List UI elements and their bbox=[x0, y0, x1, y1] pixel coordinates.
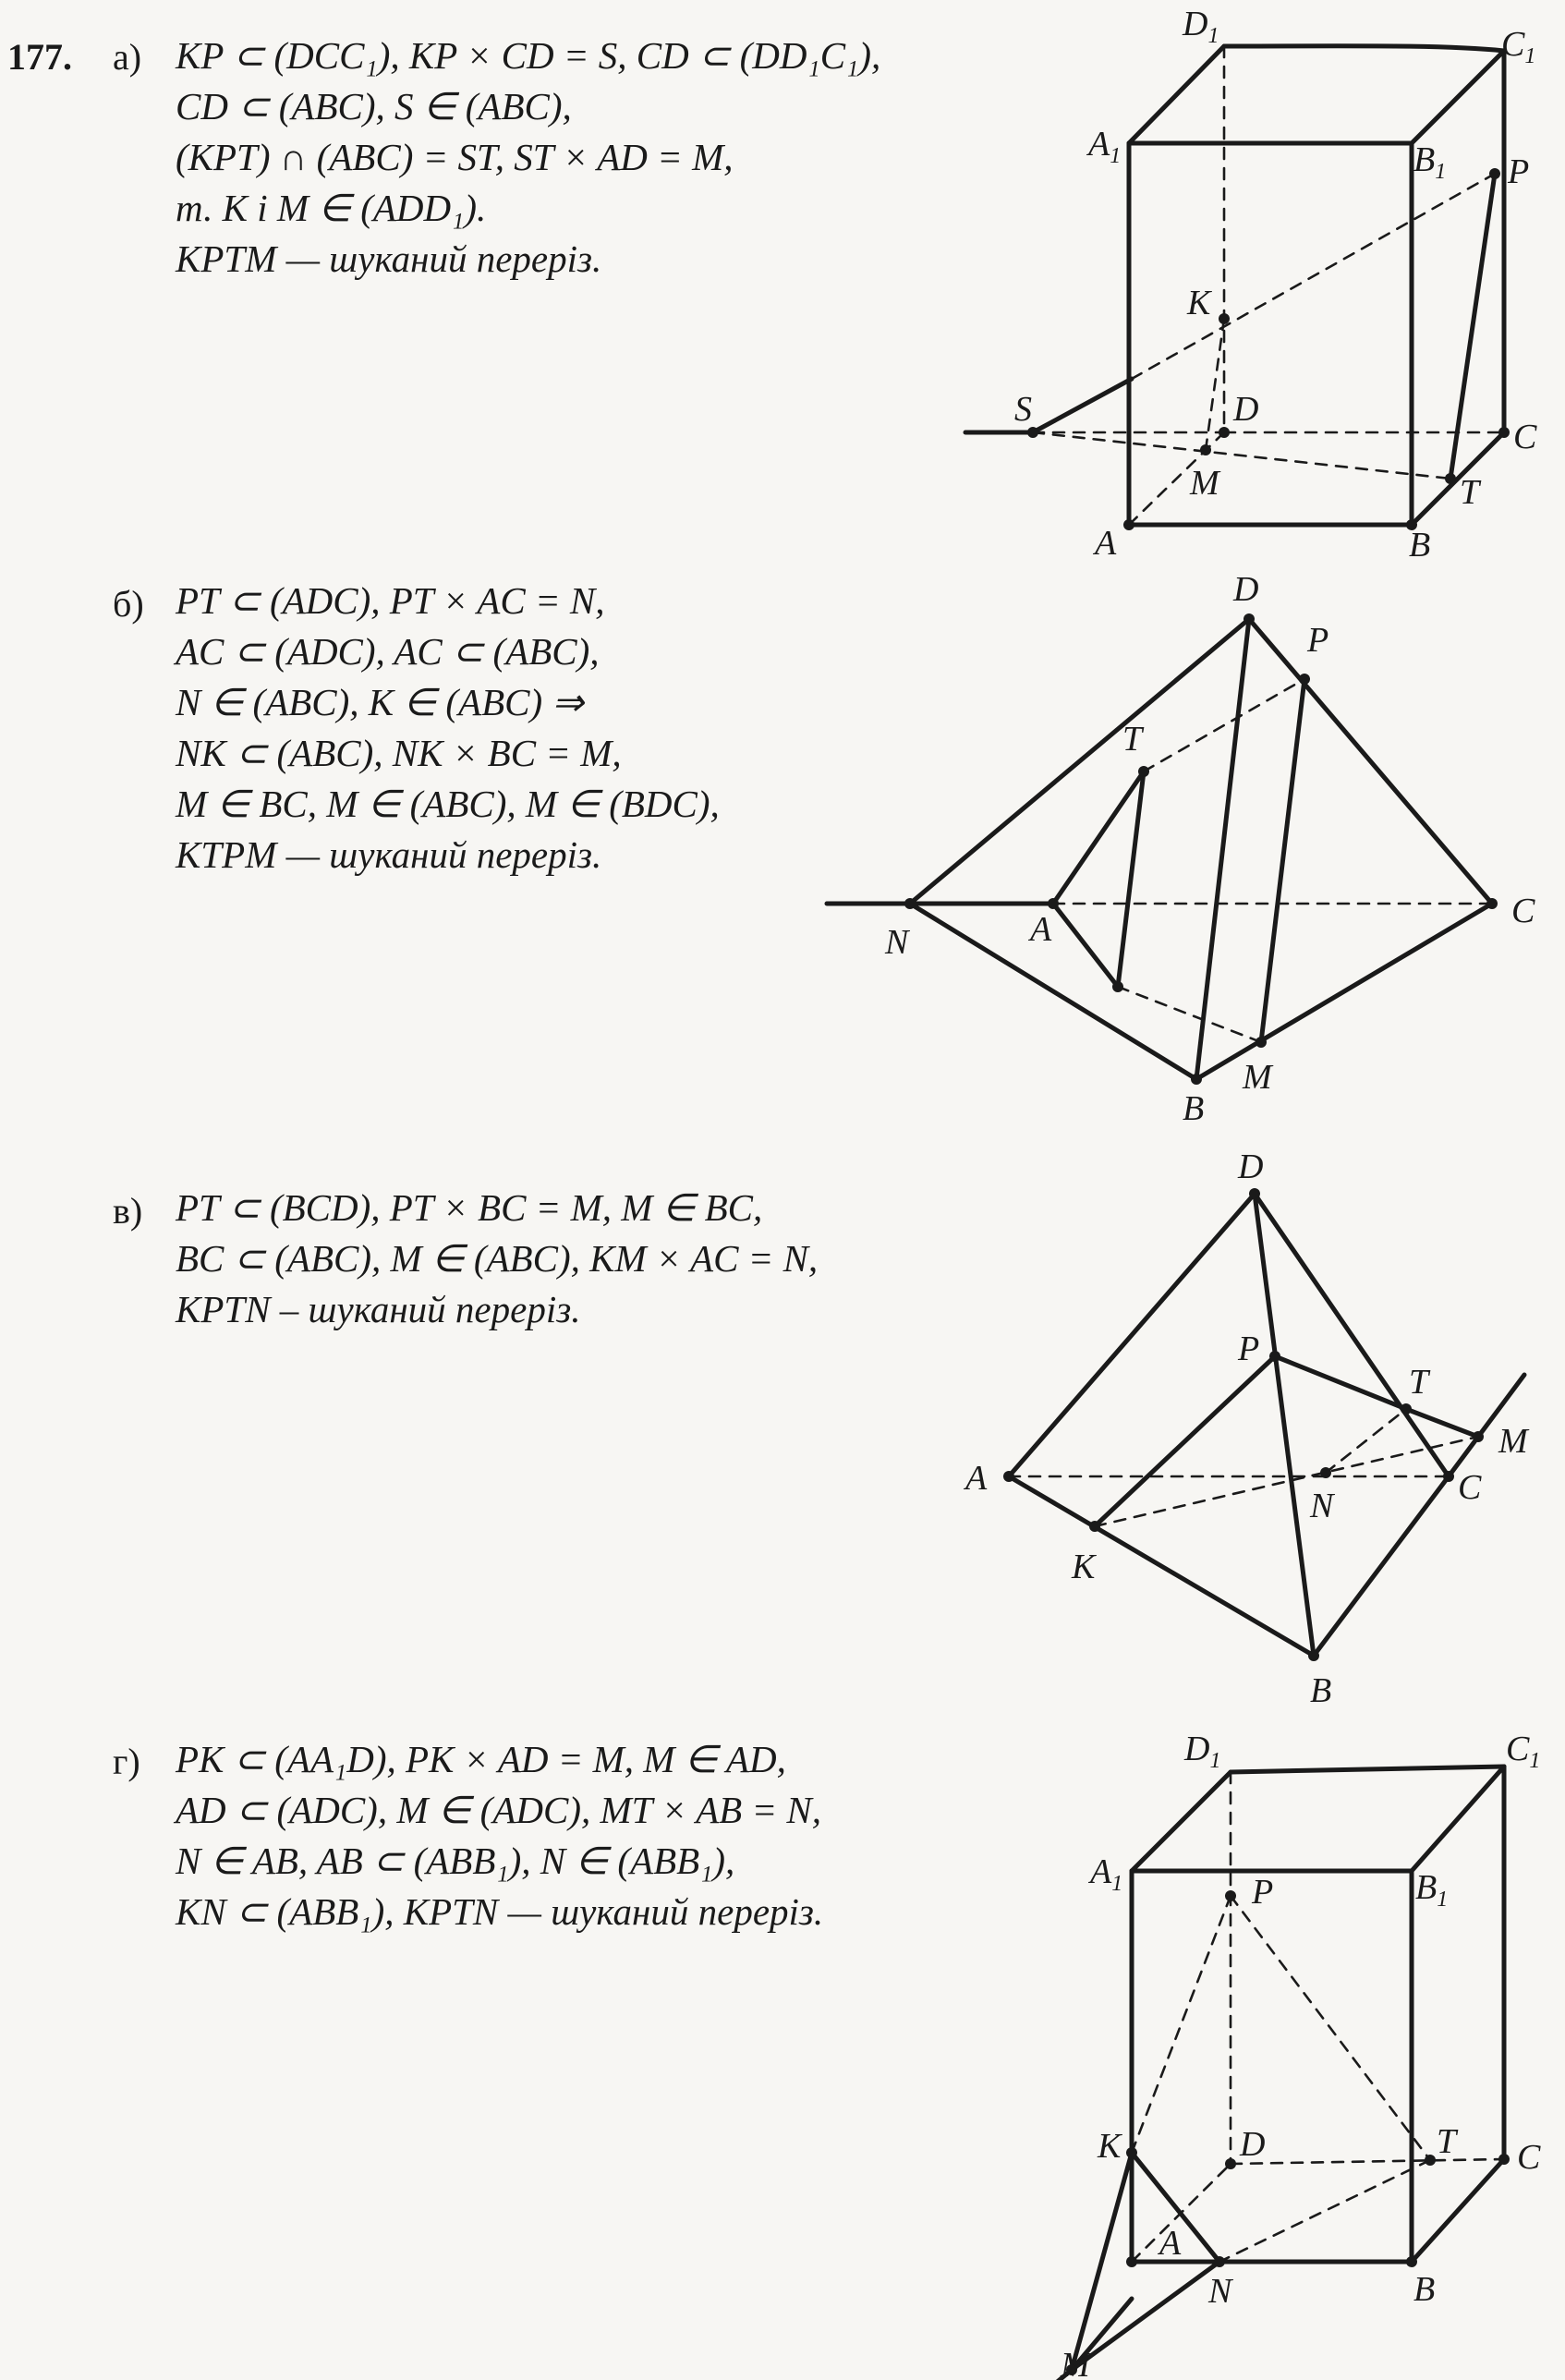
edge-b-c bbox=[1196, 904, 1492, 1079]
label-b: B bbox=[1183, 1089, 1205, 1128]
point-c bbox=[1486, 898, 1498, 909]
part-a-line-3: (KPT) ∩ (ABC) = ST, ST × AD = M, bbox=[176, 136, 734, 178]
figure-b-tetrahedron bbox=[0, 554, 1565, 1146]
edge-a1-d1 bbox=[1129, 46, 1224, 143]
label-n: N bbox=[1208, 2272, 1232, 2311]
label-k: K bbox=[1072, 1548, 1096, 1586]
point-a bbox=[1003, 1471, 1014, 1482]
label-d: D bbox=[1233, 570, 1259, 609]
edge-d-c bbox=[1249, 619, 1492, 904]
edge-d-b bbox=[1196, 619, 1249, 1079]
point-a bbox=[1048, 898, 1059, 909]
point-p bbox=[1299, 674, 1310, 685]
part-v-line-1: PT ⊂ (BCD), PT × BC = M, M ∈ BC, bbox=[176, 1186, 763, 1229]
label-a: A bbox=[1095, 524, 1117, 563]
label-m: M bbox=[1061, 2346, 1090, 2380]
part-a-letter: а) bbox=[113, 36, 142, 78]
label-c1: $C_1$ bbox=[1506, 1730, 1541, 1773]
point-p bbox=[1269, 1351, 1280, 1362]
point-c bbox=[1443, 1471, 1454, 1482]
point-a bbox=[1126, 2256, 1137, 2267]
section-p-m bbox=[1261, 679, 1304, 1042]
point-a bbox=[1123, 519, 1134, 530]
edge-b1-c1 bbox=[1412, 1767, 1504, 1871]
section-p-t bbox=[1231, 1896, 1430, 2160]
point-m bbox=[1200, 444, 1211, 455]
label-a: A bbox=[965, 1459, 988, 1498]
part-g-line-2: AD ⊂ (ADC), M ∈ (ADC), MT × AB = N, bbox=[176, 1789, 821, 1831]
label-s: S bbox=[1014, 390, 1032, 429]
part-v-line-2: BC ⊂ (ABC), M ∈ (ABC), KM × AC = N, bbox=[176, 1237, 819, 1280]
edge-a-b bbox=[1009, 1476, 1314, 1656]
point-k bbox=[1089, 1521, 1100, 1532]
label-m: M bbox=[1498, 1422, 1528, 1461]
point-t bbox=[1445, 473, 1456, 484]
problem-number: 177. bbox=[7, 36, 72, 78]
label-p: P bbox=[1252, 1873, 1274, 1912]
edge-a-k bbox=[1053, 904, 1118, 987]
part-g-line-1: PK ⊂ (AA₁D), PK × AD = M, M ∈ AD, bbox=[176, 1738, 786, 1780]
label-d: D bbox=[1233, 390, 1259, 429]
label-c: C bbox=[1513, 418, 1537, 456]
part-g-line-3: N ∈ AB, AB ⊂ (ABB₁), N ∈ (ABB₁), bbox=[176, 1840, 735, 1882]
point-n bbox=[904, 898, 916, 909]
label-a1: $A_1$ bbox=[1090, 1852, 1123, 1896]
point-d bbox=[1244, 613, 1255, 625]
label-a1: $A_1$ bbox=[1088, 125, 1122, 168]
label-b1: $B_1$ bbox=[1413, 140, 1447, 184]
point-n bbox=[1320, 1467, 1331, 1478]
edge-b-c bbox=[1412, 2159, 1504, 2262]
point-t bbox=[1425, 2155, 1436, 2166]
section-k-p bbox=[1132, 1896, 1231, 2153]
part-b-line-2: AC ⊂ (ADC), AC ⊂ (ABC), bbox=[176, 630, 600, 673]
label-b: B bbox=[1310, 1671, 1332, 1710]
label-c: C bbox=[1511, 892, 1535, 930]
point-d bbox=[1225, 2158, 1236, 2169]
label-n: N bbox=[885, 923, 909, 962]
point-t bbox=[1138, 766, 1149, 777]
label-d: D bbox=[1240, 2125, 1266, 2164]
point-k bbox=[1112, 981, 1123, 992]
part-b-line-5: M ∈ BC, M ∈ (ABC), M ∈ (BDC), bbox=[176, 783, 720, 825]
edge-d1-c1 bbox=[1231, 1767, 1504, 1772]
section-k-m bbox=[1118, 987, 1261, 1042]
label-d: D bbox=[1238, 1148, 1264, 1186]
line-s-p bbox=[1132, 174, 1495, 379]
label-c: C bbox=[1517, 2138, 1541, 2177]
label-a: A bbox=[1159, 2224, 1182, 2263]
point-b bbox=[1191, 1074, 1202, 1085]
label-p: P bbox=[1238, 1330, 1260, 1368]
label-b: B bbox=[1409, 526, 1431, 565]
part-b-line-4: NK ⊂ (ABC), NK × BC = M, bbox=[176, 732, 622, 774]
section-t-p bbox=[1144, 679, 1304, 771]
edge-b-c bbox=[1412, 432, 1504, 525]
point-d bbox=[1249, 1188, 1260, 1199]
point-k bbox=[1126, 2147, 1137, 2158]
line-n-t bbox=[1326, 1409, 1406, 1473]
edge-b-c bbox=[1314, 1476, 1449, 1656]
point-n bbox=[1214, 2256, 1225, 2267]
label-m: M bbox=[1190, 464, 1219, 503]
edge-d-a bbox=[1009, 1194, 1255, 1476]
label-a: A bbox=[1030, 910, 1052, 949]
edge-d1-c1 bbox=[1224, 46, 1504, 51]
part-b-line-6: KTPM — шуканий переріз. bbox=[176, 833, 602, 876]
part-b-line-1: PT ⊂ (ADC), PT × AC = N, bbox=[176, 579, 605, 622]
point-c bbox=[1498, 2154, 1510, 2165]
edge-n-b bbox=[910, 904, 1196, 1079]
label-k: K bbox=[1098, 2127, 1122, 2166]
point-p bbox=[1489, 168, 1500, 179]
part-a-line-4: т. K і M ∈ (ADD₁). bbox=[176, 187, 487, 229]
label-c1: $C_1$ bbox=[1501, 25, 1536, 68]
part-v-letter: в) bbox=[113, 1190, 143, 1232]
label-k: K bbox=[1187, 284, 1211, 322]
part-g-letter: г) bbox=[113, 1741, 140, 1782]
label-b: B bbox=[1413, 2270, 1436, 2309]
part-a-line-1: KP ⊂ (DCC₁), KP × CD = S, CD ⊂ (DD₁C₁), bbox=[176, 34, 881, 77]
point-b bbox=[1406, 2256, 1417, 2267]
label-d1: $D_1$ bbox=[1184, 1730, 1221, 1773]
edge-d-c bbox=[1231, 2159, 1504, 2164]
part-a-line-2: CD ⊂ (ABC), S ∈ (ABC), bbox=[176, 85, 572, 128]
edge-a1-d1 bbox=[1132, 1772, 1231, 1871]
part-g-line-4: KN ⊂ (ABB₁), KPTN — шуканий переріз. bbox=[176, 1890, 824, 1933]
label-p: P bbox=[1307, 621, 1329, 660]
point-p bbox=[1225, 1890, 1236, 1901]
figure-a-prism bbox=[0, 0, 1565, 573]
point-b bbox=[1308, 1650, 1319, 1661]
label-c: C bbox=[1458, 1468, 1482, 1507]
figure-v-tetrahedron bbox=[0, 1146, 1565, 1718]
part-v-line-3: KPTN – шуканий переріз. bbox=[176, 1288, 581, 1330]
part-a-line-5: KPTM — шуканий переріз. bbox=[176, 237, 602, 280]
label-t: T bbox=[1409, 1363, 1429, 1402]
section-k-p bbox=[1095, 1356, 1275, 1526]
label-d1: $D_1$ bbox=[1183, 5, 1219, 48]
part-b-letter: б) bbox=[113, 583, 144, 625]
edge-a-d bbox=[1132, 2164, 1231, 2262]
point-d bbox=[1219, 427, 1230, 438]
label-t: T bbox=[1122, 720, 1143, 759]
section-t-n bbox=[1219, 2160, 1430, 2262]
label-t: T bbox=[1437, 2122, 1457, 2161]
edge-b1-c1 bbox=[1412, 51, 1504, 143]
figure-g-prism bbox=[0, 1718, 1565, 2380]
line-m-n bbox=[1072, 2262, 1219, 2370]
label-n: N bbox=[1310, 1487, 1334, 1525]
point-m bbox=[1256, 1037, 1267, 1048]
line-s-k-part bbox=[1033, 379, 1132, 432]
label-t: T bbox=[1460, 473, 1480, 512]
part-b-line-3: N ∈ (ABC), K ∈ (ABC) ⇒ bbox=[176, 681, 584, 723]
edge-n-d bbox=[910, 619, 1249, 904]
point-t bbox=[1401, 1403, 1412, 1415]
label-m: M bbox=[1243, 1058, 1272, 1097]
line-s-t bbox=[1033, 432, 1450, 479]
label-b1: $B_1$ bbox=[1415, 1868, 1449, 1912]
label-p: P bbox=[1508, 152, 1530, 191]
point-c bbox=[1498, 427, 1510, 438]
point-m bbox=[1473, 1431, 1484, 1442]
point-k bbox=[1219, 313, 1230, 324]
